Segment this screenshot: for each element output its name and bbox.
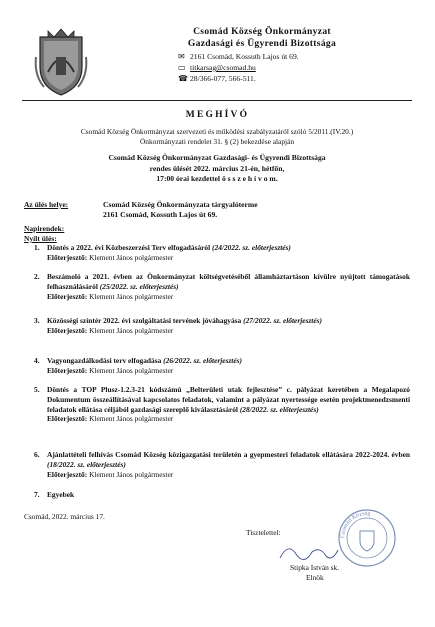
agenda-item — [34, 356, 410, 376]
item-presenter — [47, 326, 410, 336]
svg-text:Csomád Község — [340, 511, 371, 538]
address-line — [178, 52, 299, 61]
address-text: 2161 Csomád, Kossuth Lajos út 69. — [190, 52, 299, 61]
presenter-label: Előterjesztő: — [47, 252, 88, 262]
item-title: Közösségi színtér 2022. évi szolgáltatási tervének jóváhagyása — [47, 316, 242, 325]
presenter-name: Klement János polgármester — [89, 469, 174, 479]
phone-line — [178, 74, 256, 83]
presenter-name: Klement János polgármester — [89, 325, 174, 335]
item-number: 4. — [34, 356, 40, 365]
legal-basis-line: Önkormányzati rendelet 31. § (2) bekezdése alapján — [139, 137, 295, 146]
item-presenter — [47, 253, 410, 263]
municipal-crest-image — [34, 27, 88, 97]
item-presenter — [47, 414, 410, 424]
presenter-name: Klement János polgármester — [89, 252, 174, 262]
venue-address — [103, 200, 258, 220]
agenda-item — [34, 450, 410, 479]
presenter-label: Előterjesztő: — [47, 414, 88, 424]
item-number: 3. — [34, 316, 40, 325]
item-reference: (25/2022. sz. előterjesztés) — [99, 281, 179, 291]
presenter-label: Előterjesztő: — [47, 325, 88, 335]
org-name-line2: Gazdasági és Ügyrendi Bizottsága — [187, 38, 337, 49]
signer-role: Elnök — [306, 573, 324, 582]
item-reference: (26/2022. sz. előterjesztés) — [163, 356, 242, 365]
item-title: Beszámoló a 2021. évben az Önkormányzat költségvetéséből államháztartáson kívülre nyújtott támogatások felhasználásáról — [47, 272, 410, 291]
agenda-item — [34, 243, 410, 263]
meeting-convocation — [24, 153, 410, 185]
convocation-line: rendes ülését 2022. március 21-én, hétfőn, — [149, 163, 285, 173]
venue-line: Csomád Község Önkormányzata tárgyalóterme — [103, 200, 258, 209]
item-presenter — [47, 366, 410, 376]
agenda-item — [34, 490, 410, 500]
item-number: 2. — [34, 272, 40, 281]
item-text — [47, 316, 410, 326]
item-reference: (18/2022. sz. előterjesztés) — [47, 459, 126, 469]
presenter-label: Előterjesztő: — [47, 365, 88, 375]
greeting: Tisztelettel: — [246, 528, 281, 537]
venue-label: Az ülés helye: — [24, 200, 69, 209]
presenter-name: Klement János polgármester — [89, 414, 174, 424]
item-number: 5. — [34, 385, 40, 394]
item-title: Vagyongazdálkodási terv elfogadása — [47, 356, 162, 365]
open-session-label: Nyílt ülés: — [24, 234, 57, 243]
presenter-name: Klement János polgármester — [89, 291, 174, 301]
date-line: Csomád, 2022. március 17. — [24, 512, 105, 521]
convocation-line: 17:00 órai kezdettel ö s s z e h í v o m. — [156, 174, 278, 183]
item-reference: (24/2022. sz. előterjesztés) — [212, 243, 291, 252]
org-name-line1: Csomád Község Önkormányzat — [193, 26, 331, 37]
item-title: Egyebek — [47, 490, 75, 499]
signer-name: Stipka István sk. — [290, 563, 340, 572]
agenda-item — [34, 272, 410, 301]
phone-icon: ☎ — [178, 74, 188, 83]
item-number: 7. — [34, 490, 40, 499]
header-divider — [22, 100, 412, 101]
email-link[interactable]: titkarsag@csomad.hu — [190, 63, 256, 72]
legal-basis — [24, 127, 410, 147]
item-number: 6. — [34, 450, 40, 459]
agenda-label: Napirendek: — [24, 224, 65, 233]
presenter-label: Előterjesztő: — [47, 469, 88, 479]
item-text — [47, 450, 410, 470]
item-presenter — [47, 292, 410, 302]
item-reference: (28/2022. sz. előterjesztés) — [239, 404, 319, 414]
legal-basis-line: Csomád Község Önkormányzat szervezeti és működési szabályzatáról szóló 5/2011.(IV.20.) — [80, 127, 354, 136]
convocation-line: Csomád Község Önkormányzat Gazdasági- és Ügyrendi Bizottsága — [108, 153, 326, 162]
signature-image — [276, 536, 396, 566]
item-title: Döntés a 2022. évi Közbeszerzési Terv elfogadásáról — [47, 243, 211, 252]
agenda-item — [34, 385, 410, 424]
envelope-icon: ✉ — [178, 52, 185, 61]
item-text — [47, 490, 410, 500]
presenter-name: Klement János polgármester — [89, 365, 174, 375]
venue-line: 2161 Csomád, Kossuth Lajos út 69. — [103, 210, 218, 219]
item-title: Döntés a TOP Plusz-1.2.3-21 kódszámú „Belterületi utak fejlesztése” c. pályázat keretében a Megalapozó Dokumentum összeállításával kapcsolatos feladatok, valamint a pályázat nyertessége esetén projektmenedzsmenti feladatok ellátása céljából gazdasági szereplő kiválasztásáról — [47, 385, 410, 414]
item-title: Ajánlattételi felhívás Csomád Község közigazgatási területén a gyepmesteri feladatok ellátására 2022-2024. évben — [47, 450, 410, 459]
item-text — [47, 385, 410, 414]
item-text — [47, 243, 410, 253]
computer-icon: ▭ — [178, 63, 186, 72]
item-presenter — [47, 470, 410, 480]
stamp-text: Csomád Község — [339, 510, 371, 539]
phone-text: 28/366-077, 566-511. — [190, 74, 256, 83]
item-text — [47, 272, 410, 292]
presenter-label: Előterjesztő: — [47, 291, 88, 301]
email-line — [178, 63, 256, 72]
item-number: 1. — [34, 243, 40, 252]
agenda-item — [34, 316, 410, 336]
item-text — [47, 356, 410, 366]
item-reference: (27/2022. sz. előterjesztés) — [243, 316, 322, 325]
document-title: MEGHÍVÓ — [185, 110, 250, 120]
